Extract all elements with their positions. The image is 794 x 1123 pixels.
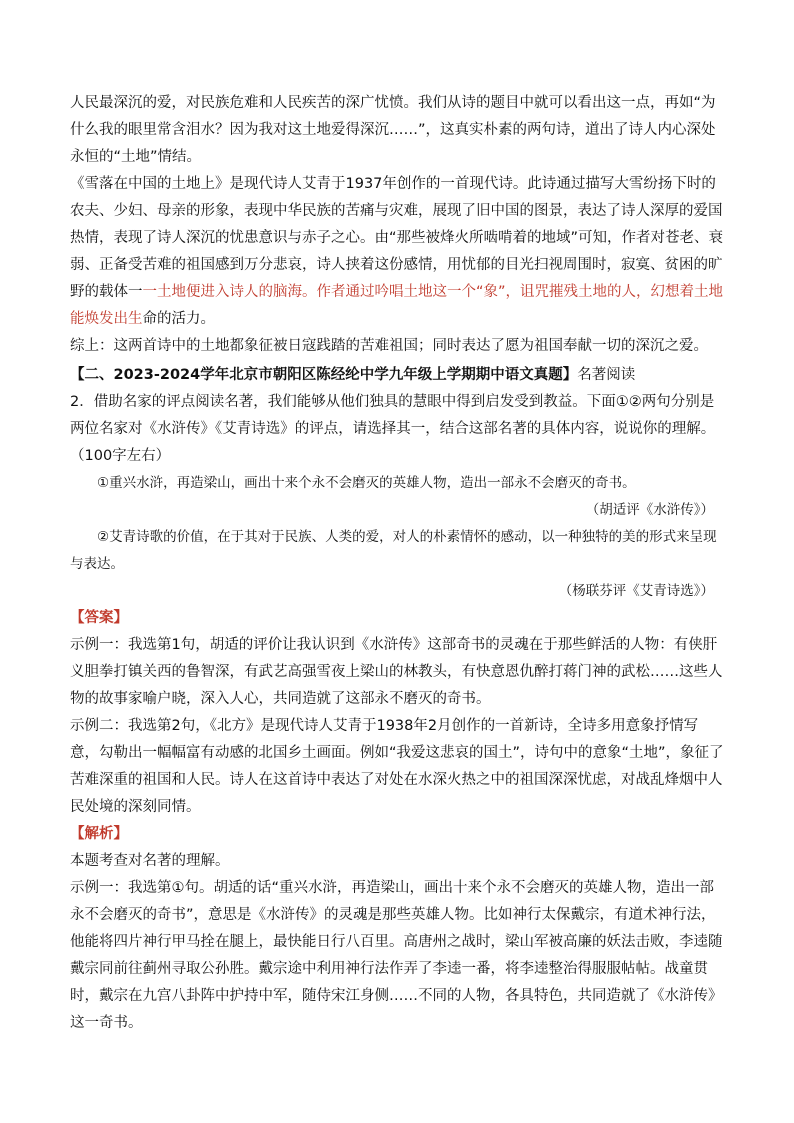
poem-analysis-end: 命的活力。 [142,311,215,327]
quote-1-source: （胡适评《水浒传》） [585,502,714,518]
section-source-label: 【二、2023-2024学年北京市朝阳区陈经纶中学九年级上学期期中语文真题】 [70,367,578,383]
summary-paragraph: 综上：这两首诗中的土地都象征被日寇践踏的苦难祖国；同时表达了愿为祖国奉献一切的深沉之爱。 [70,338,708,354]
quote-1: ①重兴水浒，再造梁山，画出十来个永不会磨灭的英雄人物，造出一部永不会磨灭的奇书。 [97,475,636,491]
answer-example-1: 示例一：我选第1句，胡适的评价让我认识到《水浒传》这部奇书的灵魂在于那些鲜活的人物：有侠肝义胆拳打镇关西的鲁智深，有武艺高强雪夜上梁山的林教头，有快意恩仇醉打蒋门神的武松……这些人物的故事家喻户晓，深入人心，共同造就了这部永不磨灭的奇书。 [70,637,723,707]
document-page [70,90,726,1037]
poem-analysis-text: 《雪落在中国的土地上》是现代诗人艾青于1937年创作的一首现代诗。此诗通过描写大雪纷扬下时的农夫、少妇、母亲的形象，表现中华民族的苦痛与灾难，展现了旧中国的图景，表达了诗人深厚的爱国热情，表现了诗人深沉的忧患意识与赤子之心。由“那些被烽火所啮啃着的地域”可知，作者对苍老、衰弱、正备受苦难的祖国感到万分悲哀，诗人挟着这份感情，用忧郁的目光扫视周围时，寂寞、贫困的旷野的载体一 [70,176,724,300]
analysis-example-1: 示例一：我选第①句。胡适的话“重兴水浒，再造梁山，画出十来个永不会磨灭的英雄人物，造出一部永不会磨灭的奇书”，意思是《水浒传》的灵魂是那些英雄人物。比如神行太保戴宗，有道术神行法，他能将四片神行甲马拴在腿上，最快能日行八百里。高唐州之战时，梁山军被高廉的妖法击败，李逵随戴宗同前往蓟州寻取公孙胜。戴宗途中利用神行法作弄了李逵一番，将李逵整治得服服帖帖。战童贯时，戴宗在九宫八卦阵中护持中军，随侍宋江身侧……不同的人物，各具特色，共同造就了《水浒传》这一奇书。 [70,880,723,1031]
intro-paragraph: 人民最深沉的爱，对民族危难和人民疾苦的深广忧愤。我们从诗的题目中就可以看出这一点，再如“为什么我的眼里常含泪水？因为我对这土地爱得深沉……”，这真实朴素的两句诗，道出了诗人内心深处永恒的“土地”情结。 [70,95,716,165]
answer-example-2: 示例二：我选第2句，《北方》是现代诗人艾青于1938年2月创作的一首新诗，全诗多用意象抒情写意，勾勒出一幅幅富有动感的北国乡土画面。例如“我爱这悲哀的国土”，诗句中的意象“土地”，象征了苦难深重的祖国和人民。诗人在这首诗中表达了对处在水深火热之中的祖国深深忧虑，对战乱烽烟中人民处境的深刻同情。 [70,718,724,815]
section-topic: 名著阅读 [577,367,636,383]
highlighted-text: 一土地便进入诗人的脑海。作者通过吟唱土地这一个“象”，诅咒摧残土地的人，幻想着土地能焕发出生 [70,284,724,327]
analysis-intro: 本题考查对名著的理解。 [70,853,230,869]
section-header [70,362,726,389]
poem-analysis-paragraph [70,171,726,333]
quote-2-source: （杨联芬评《艾青诗选》） [558,583,714,599]
question-text: 2．借助名家的评点阅读名著，我们能够从他们独具的慧眼中得到启发受到教益。下面①②两句分别是两位名家对《水浒传》《艾青诗选》的评点，请选择其一，结合这部名著的具体内容，说说你的理解。（100字左右） [70,394,716,464]
answer-label: 【答案】 [70,610,128,626]
quote-2: ②艾青诗歌的价值，在于其对于民族、人类的爱，对人的朴素情怀的感动，以一种独特的美的形式来呈现与表达。 [70,529,717,572]
analysis-label: 【解析】 [70,826,128,842]
